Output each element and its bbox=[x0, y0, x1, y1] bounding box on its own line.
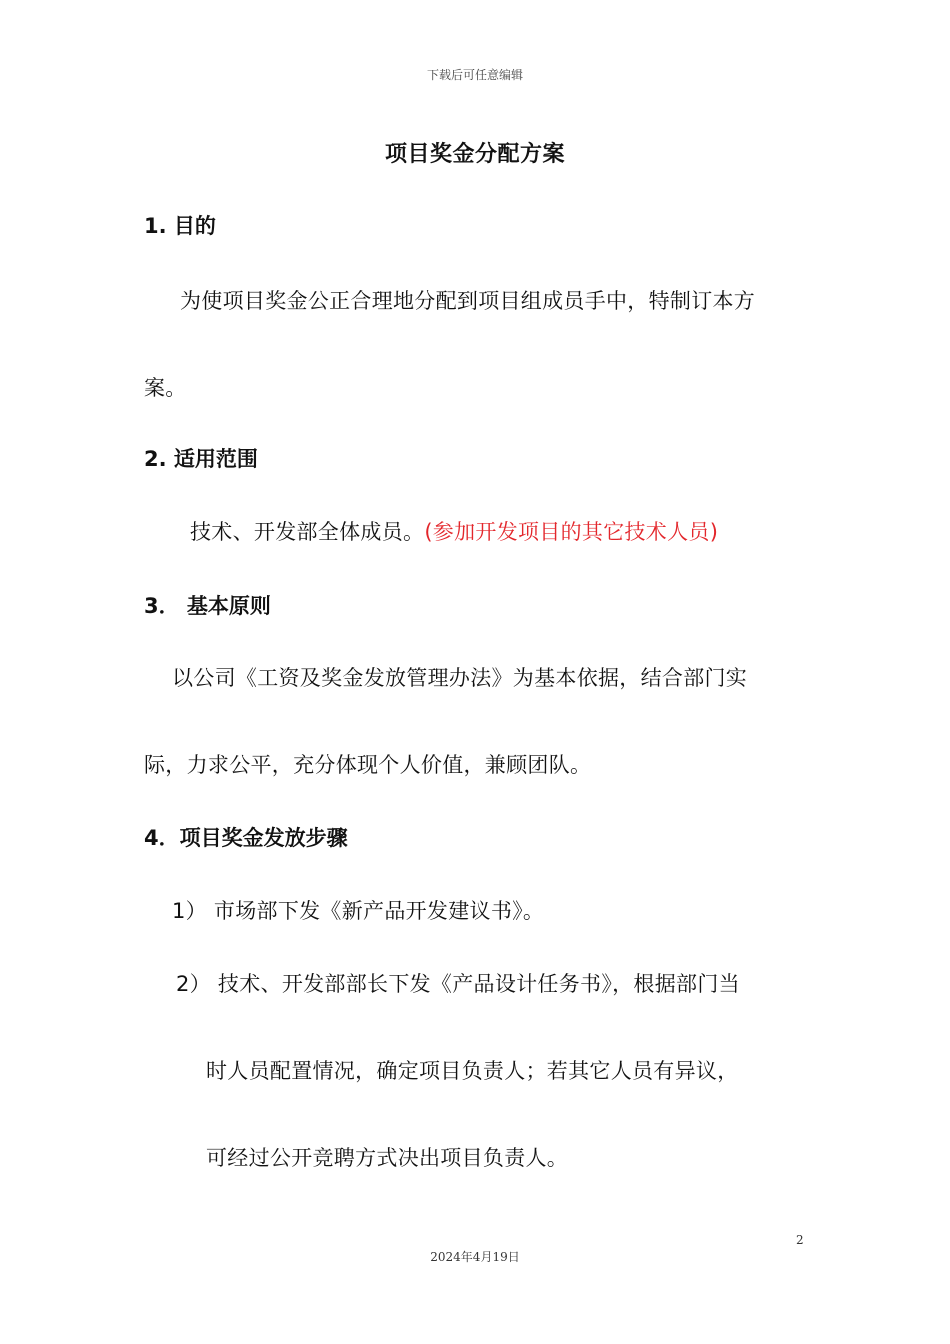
section-4-heading: 4．项目奖金发放步骤 bbox=[144, 826, 348, 850]
section-4-item-2-line-1: 2） 技术、开发部部长下发《产品设计任务书》，根据部门当 bbox=[176, 972, 740, 996]
page-number: 2 bbox=[796, 1233, 804, 1247]
section-2-heading: 2. 适用范围 bbox=[144, 447, 258, 471]
page-footer-date: 2024年4月19日 bbox=[430, 1250, 520, 1264]
section-1-line-2: 案。 bbox=[144, 376, 187, 400]
section-2-text: 技术、开发部全体成员。 bbox=[190, 520, 425, 544]
section-2-body bbox=[190, 516, 718, 546]
section-4-item-2-line-2: 时人员配置情况，确定项目负责人；若其它人员有异议， bbox=[206, 1059, 739, 1083]
page-header: 下载后可任意编辑 bbox=[426, 68, 523, 82]
section-3-heading: 3． 基本原则 bbox=[144, 594, 271, 618]
section-3-line-2: 际，力求公平，充分体现个人价值，兼顾团队。 bbox=[144, 753, 592, 777]
section-1-heading: 1. 目的 bbox=[144, 214, 216, 238]
section-4-item-1: 1） 市场部下发《新产品开发建议书》。 bbox=[172, 899, 545, 923]
document-title: 项目奖金分配方案 bbox=[384, 142, 565, 167]
section-2-note: (参加开发项目的其它技术人员) bbox=[424, 520, 719, 544]
section-1-line-1: 为使项目奖金公正合理地分配到项目组成员手中，特制订本方 bbox=[180, 289, 756, 313]
section-3-line-1: 以公司《工资及奖金发放管理办法》为基本依据，结合部门实 bbox=[172, 666, 748, 690]
section-4-item-2-line-3: 可经过公开竞聘方式决出项目负责人。 bbox=[206, 1146, 569, 1170]
